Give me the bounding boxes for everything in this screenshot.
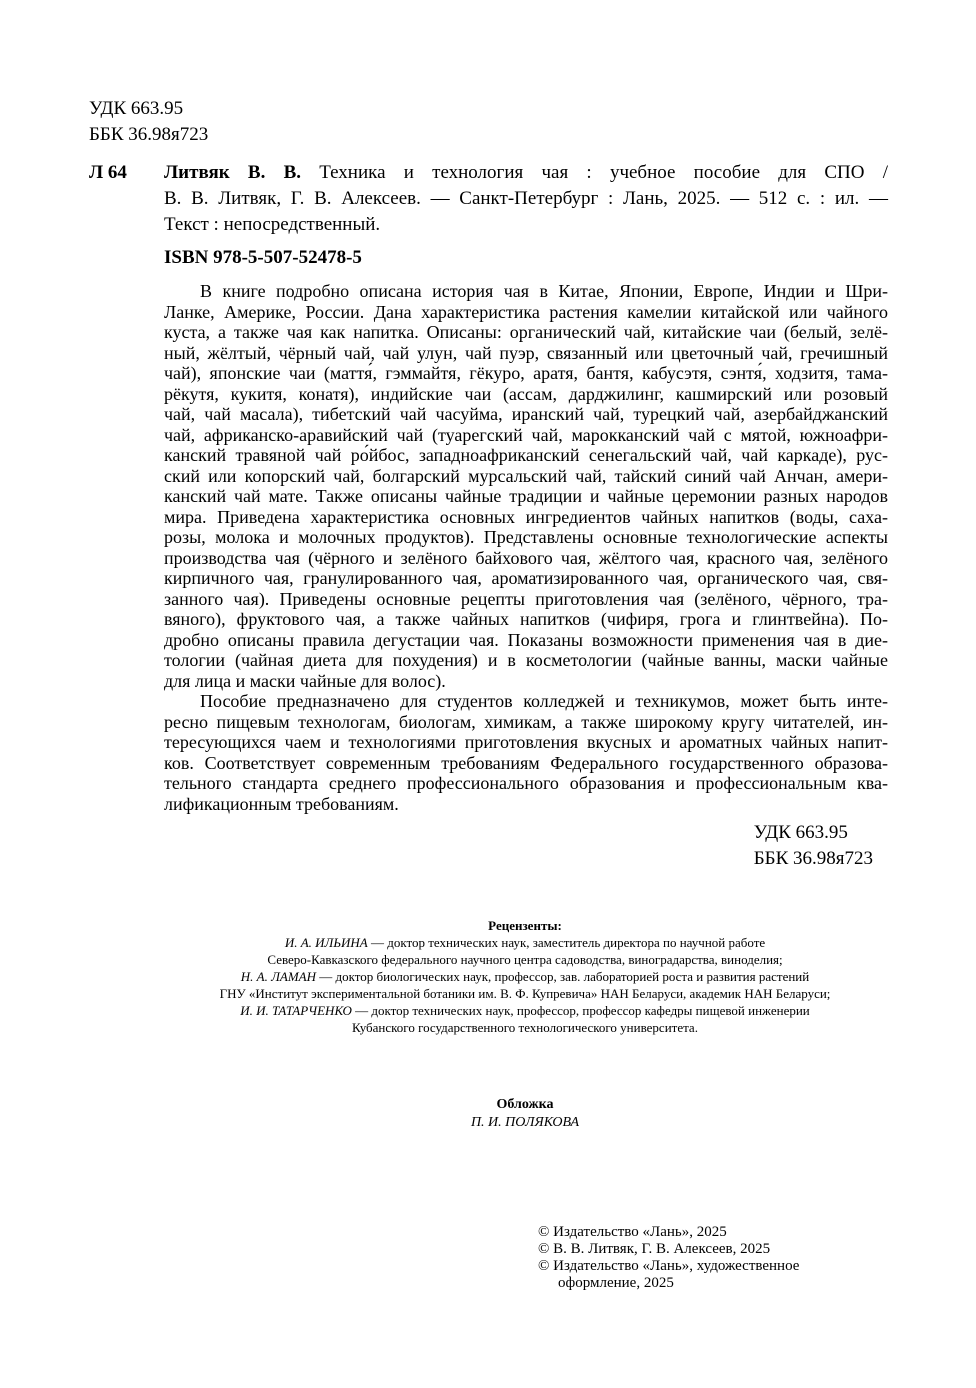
reviewer-2-org: ГНУ «Институт экспериментальной ботаники им. В. Ф. Купревича» НАН Беларуси, академик НАН Беларуси; bbox=[219, 986, 831, 1001]
copyright-line-1: © Издательство «Лань», 2025 bbox=[538, 1224, 727, 1240]
annotation-line: ресно пищевым технологам, биологам, химикам, а также широкому кругу читателей, ин- bbox=[164, 711, 888, 732]
copyright-line-3: © Издательство «Лань», художественное bbox=[538, 1258, 800, 1274]
reviewer-3-org: Кубанского государственного технологического университета. bbox=[352, 1020, 698, 1035]
footer-classification-codes bbox=[754, 820, 873, 872]
reviewers-block bbox=[0, 917, 976, 1036]
cover-designer: П. И. ПОЛЯКОВА bbox=[470, 1115, 580, 1130]
annotation-line: для лица и маски чайные для волос). bbox=[164, 670, 446, 691]
annotation-line: ков. Соответствует современным требованиям Федерального государственного образова- bbox=[164, 752, 888, 773]
header-bbk: ББК 36.98я723 bbox=[89, 124, 209, 145]
annotation-line: Пособие предназначено для студентов колледжей и техникумов, может быть инте- bbox=[200, 691, 888, 711]
bibliographic-line-2: В. В. Литвяк, Г. В. Алексеев. — Санкт-Петербург : Лань, 2025. — 512 с. : ил. — bbox=[164, 188, 888, 209]
annotation-line: кирпичного чая, гранулированного чая, ароматизированного чая, органического чая, свя- bbox=[164, 568, 888, 588]
reviewer-2-desc: — доктор биологических наук, профессор, зав. лабораторией роста и развития растений bbox=[316, 969, 810, 984]
author-mark: Л 64 bbox=[89, 162, 127, 183]
bibliographic-record bbox=[164, 160, 888, 238]
annotation-line: Ланке, Америке, России. Дана характеристика растения камелии китайской или чайного bbox=[164, 301, 888, 322]
reviewer-1-name: И. А. ИЛЬИНА bbox=[284, 935, 368, 950]
reviewer-2 bbox=[0, 968, 976, 985]
annotation-line: ный, жёлтый, чёрный чай, чай улун, чай пуэр, связанный или цветочный чай, гречишный bbox=[164, 342, 888, 363]
reviewer-3 bbox=[0, 1002, 976, 1019]
annotation-line: чай, чай масала), тибетский чай часуйма, иранский чай, турецкий чай, азербайджанский bbox=[164, 404, 888, 424]
annotation bbox=[164, 281, 888, 814]
copyright-block bbox=[538, 1224, 799, 1292]
annotation-line: розы, молока и молочных продуктов). Представлены основные технологические аспекты bbox=[164, 527, 888, 547]
annotation-paragraph-2 bbox=[164, 691, 888, 814]
reviewer-3-desc: — доктор технических наук, профессор, профессор кафедры пищевой инженерии bbox=[351, 1003, 810, 1018]
annotation-line: тересующихся чаем и технологиями приготовления вкусных и ароматных чайных напит- bbox=[164, 732, 888, 752]
cover-heading: Обложка bbox=[496, 1097, 554, 1112]
reviewer-1-org: Северо-Кавказского федерального научного центра садоводства, виноградарства, виноделия; bbox=[267, 952, 783, 967]
annotation-line: рёкутя, кукитя, конатя), индийские чаи (ассам, дарджилинг, кашмирский или розовый bbox=[164, 383, 888, 404]
footer-udk: УДК 663.95 bbox=[753, 822, 848, 843]
annotation-line: канский чай мате. Также описаны чайные традиции и чайные церемонии разных народов bbox=[164, 486, 888, 506]
annotation-line: занного чая). Приведены основные рецепты приготовления чая (зелёного, чёрного, тра- bbox=[164, 588, 888, 609]
annotation-line: В книге подробно описана история чая в Китае, Японии, Европе, Индии и Шри- bbox=[200, 281, 888, 301]
bibliographic-line-3: Текст : непосредственный. bbox=[164, 214, 381, 235]
isbn: ISBN 978-5-507-52478-5 bbox=[164, 247, 362, 268]
header-udk: УДК 663.95 bbox=[89, 98, 184, 119]
header-classification-codes bbox=[89, 96, 208, 148]
annotation-line: лификационным требованиям. bbox=[164, 793, 399, 814]
reviewer-3-name: И. И. ТАТАРЧЕНКО bbox=[240, 1003, 352, 1018]
annotation-line: дробно описаны правила дегустации чая. Показаны возможности применения чая в дие- bbox=[164, 629, 888, 650]
cover-credit bbox=[0, 1096, 976, 1132]
annotation-line: тологии (чайная диета для похудения) и в косметологии (чайные ванны, маски чайные bbox=[164, 650, 888, 670]
reviewer-1 bbox=[0, 934, 976, 951]
annotation-line: вяного), фруктового чая, а также чайных напитков (чифиря, грога и глинтвейна). По- bbox=[164, 609, 888, 629]
annotation-line: тельного стандарта среднего профессионального образования и профессиональным ква- bbox=[164, 773, 888, 793]
reviewers-heading: Рецензенты: bbox=[488, 918, 562, 933]
annotation-line: мира. Приведена характеристика основных ингредиентов чайных напитков (воды, саха- bbox=[164, 506, 888, 527]
annotation-line: чай, африканско-аравийский чай (туарегский чай, марокканский чай с мятой, южноафри- bbox=[164, 424, 888, 445]
annotation-line: канский травяной чай ро́йбос, западноафриканский сенегальский чай, чай каркаде), рус- bbox=[164, 445, 888, 465]
bibliographic-line-1 bbox=[164, 160, 888, 186]
annotation-line: куста, а также чая как напитка. Описаны: органический чай, китайские чаи (белый, зелё- bbox=[164, 322, 888, 342]
copyright-line-2: © В. В. Литвяк, Г. В. Алексеев, 2025 bbox=[538, 1241, 771, 1257]
reviewer-1-desc: — доктор технических наук, заместитель директора по научной работе bbox=[367, 935, 766, 950]
copyright-line-4: оформление, 2025 bbox=[558, 1275, 674, 1291]
author-name: Литвяк В. В. bbox=[164, 162, 301, 183]
reviewer-2-name: Н. А. ЛАМАН bbox=[240, 969, 317, 984]
annotation-line: чай), японские чаи (маття́, гэммайтя, гёкуро, аратя, бантя, кабусэтя, сэнтя́, ходзитя, тама- bbox=[164, 363, 888, 383]
book-title: Техника и технология чая : учебное пособие для СПО / bbox=[319, 162, 888, 183]
annotation-paragraph-1 bbox=[164, 281, 888, 691]
annotation-line: производства чая (чёрного и зелёного байхового чая, жёлтого чая, красного чая, зелёного bbox=[164, 547, 888, 568]
annotation-line: ский или копорский чай, болгарский мурсальский чай, тайский синий чай Анчан, амери- bbox=[164, 465, 888, 486]
footer-bbk: ББК 36.98я723 bbox=[753, 848, 873, 869]
